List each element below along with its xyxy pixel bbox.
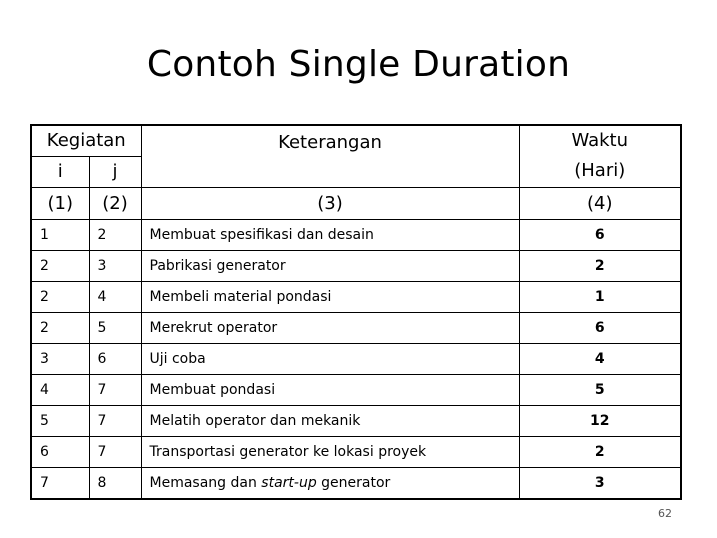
cell-keterangan: Transportasi generator ke lokasi proyek <box>141 436 519 467</box>
table-row <box>31 405 681 436</box>
cell-keterangan: Melatih operator dan mekanik <box>141 405 519 436</box>
header-hari-label: (Hari) <box>574 160 626 182</box>
table-row <box>31 436 681 467</box>
header-kegiatan: Kegiatan <box>31 125 141 156</box>
cell-j: 7 <box>89 405 141 436</box>
cell-waktu: 2 <box>519 250 681 281</box>
table-row <box>31 281 681 312</box>
cell-waktu: 4 <box>519 343 681 374</box>
cell-keterangan: Merekrut operator <box>141 312 519 343</box>
header-i: i <box>31 156 89 187</box>
table-row <box>31 250 681 281</box>
cell-j: 2 <box>89 219 141 250</box>
activity-table <box>30 124 682 500</box>
cell-keterangan: Membuat spesifikasi dan desain <box>141 219 519 250</box>
page-number: 62 <box>658 507 672 520</box>
cell-i: 2 <box>31 281 89 312</box>
cell-i: 5 <box>31 405 89 436</box>
cell-i: 2 <box>31 250 89 281</box>
cell-j: 7 <box>89 374 141 405</box>
header-col4: (4) <box>519 187 681 219</box>
cell-i: 1 <box>31 219 89 250</box>
page-title: Contoh Single Duration <box>146 44 571 85</box>
cell-j: 3 <box>89 250 141 281</box>
cell-i: 7 <box>31 467 89 499</box>
header-j: j <box>89 156 141 187</box>
table-row <box>31 343 681 374</box>
cell-i: 3 <box>31 343 89 374</box>
cell-keterangan: Pabrikasi generator <box>141 250 519 281</box>
cell-j: 4 <box>89 281 141 312</box>
cell-j: 7 <box>89 436 141 467</box>
table-row <box>31 312 681 343</box>
cell-keterangan: Membuat pondasi <box>141 374 519 405</box>
cell-i: 6 <box>31 436 89 467</box>
table-row <box>31 467 681 499</box>
cell-waktu: 12 <box>519 405 681 436</box>
ket-text-after: generator <box>316 474 391 491</box>
cell-keterangan <box>141 467 519 499</box>
cell-waktu: 6 <box>519 219 681 250</box>
cell-j: 8 <box>89 467 141 499</box>
table-row <box>31 219 681 250</box>
header-waktu-label: Waktu <box>571 130 629 152</box>
header-col3: (3) <box>141 187 519 219</box>
cell-keterangan: Membeli material pondasi <box>141 281 519 312</box>
cell-j: 6 <box>89 343 141 374</box>
cell-j: 5 <box>89 312 141 343</box>
header-col1: (1) <box>31 187 89 219</box>
header-waktu <box>519 125 681 187</box>
cell-i: 4 <box>31 374 89 405</box>
ket-text-italic: start-up <box>261 474 317 491</box>
table-row <box>31 374 681 405</box>
cell-keterangan: Uji coba <box>141 343 519 374</box>
cell-waktu: 5 <box>519 374 681 405</box>
cell-waktu: 6 <box>519 312 681 343</box>
header-col2: (2) <box>89 187 141 219</box>
header-keterangan: Keterangan <box>141 125 519 187</box>
cell-i: 2 <box>31 312 89 343</box>
ket-text-before: Memasang dan <box>149 474 262 491</box>
cell-waktu: 3 <box>519 467 681 499</box>
cell-waktu: 2 <box>519 436 681 467</box>
cell-waktu: 1 <box>519 281 681 312</box>
